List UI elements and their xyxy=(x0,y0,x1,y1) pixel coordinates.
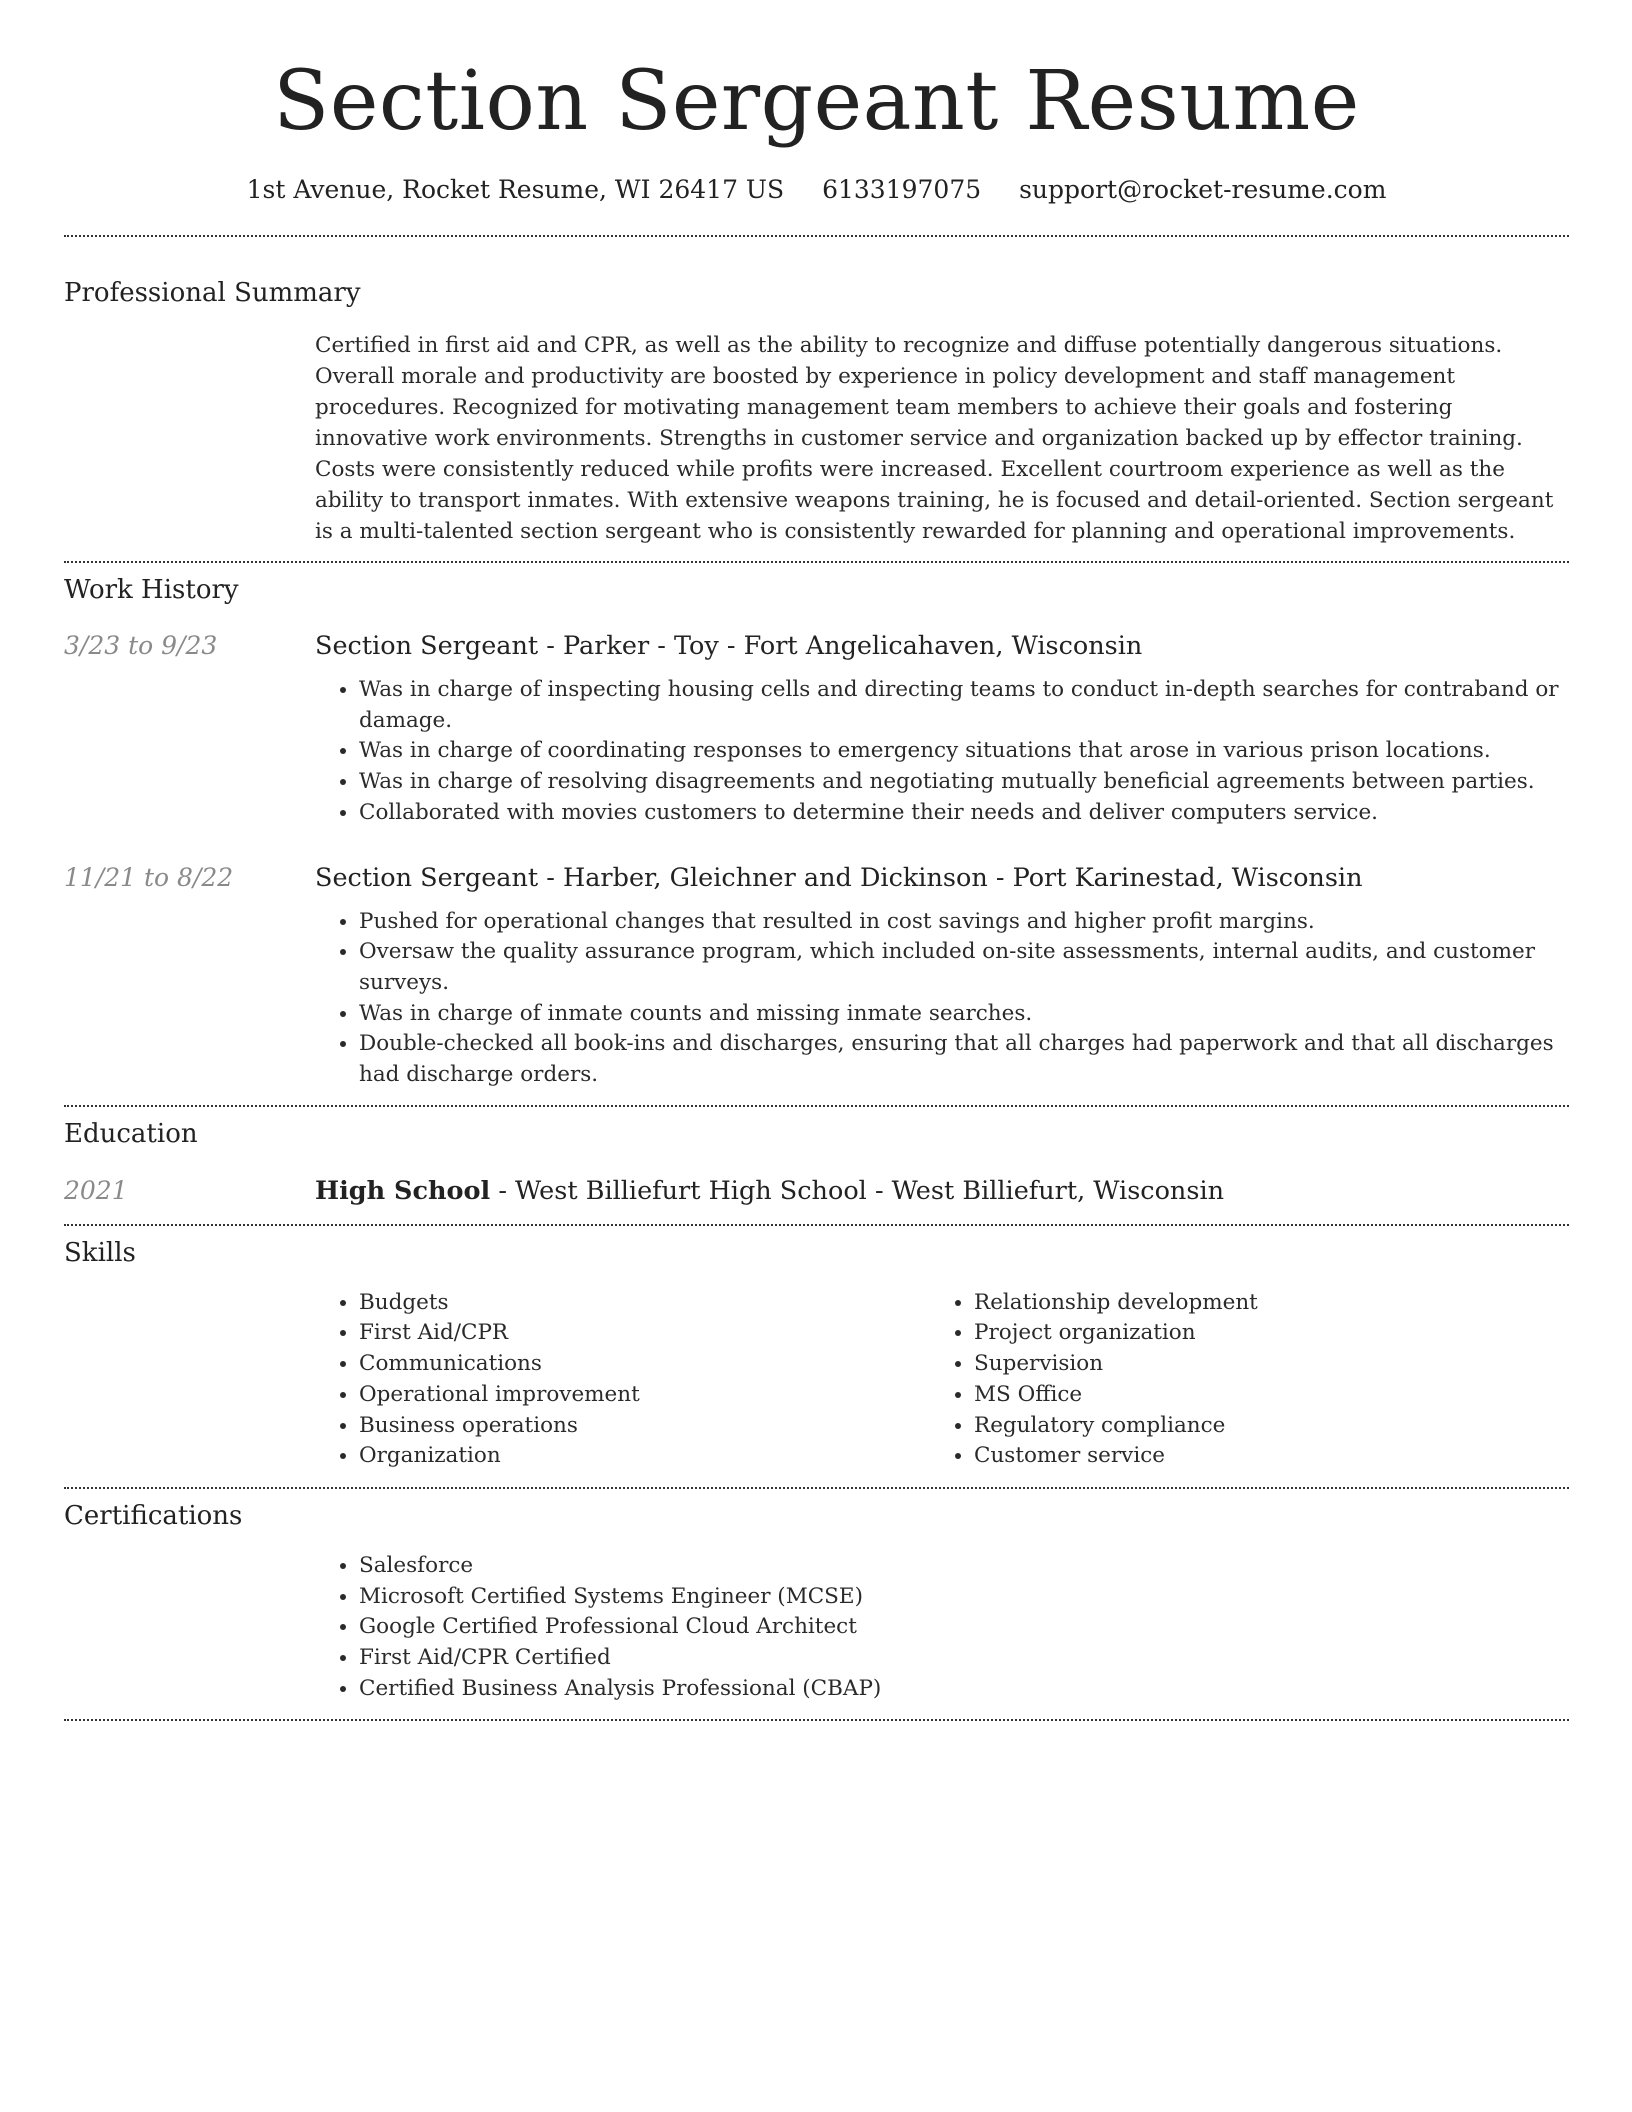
job-title: Section Sergeant - Harber, Gleichner and Dickinson - Port Karinestad, Wisconsin xyxy=(315,862,1363,893)
section-divider xyxy=(64,235,1569,237)
resume-title: Section Sergeant Resume xyxy=(273,54,1360,149)
skills-section xyxy=(64,1235,1569,1472)
job-title: Section Sergeant - Parker - Toy - Fort Angelicahaven, Wisconsin xyxy=(315,631,1143,661)
list-item: • Project organization xyxy=(974,1318,1545,1349)
job-entry xyxy=(64,860,1569,1091)
skills-list-right xyxy=(930,1288,1545,1472)
section-divider xyxy=(64,1105,1569,1107)
list-item: • Customer service xyxy=(974,1441,1545,1472)
list-item: • Collaborated with movies customers to determine their needs and deliver computers service. xyxy=(359,798,1569,829)
contact-email: support@rocket-resume.com xyxy=(1019,175,1387,204)
section-divider xyxy=(64,1224,1569,1226)
certifications-section xyxy=(64,1498,1569,1705)
list-item: • Communications xyxy=(359,1349,930,1380)
list-item: • MS Office xyxy=(974,1380,1545,1411)
contact-address: 1st Avenue, Rocket Resume, WI 26417 US xyxy=(246,175,785,204)
education-school: - West Billiefurt High School - West Billiefurt, Wisconsin xyxy=(490,1175,1225,1206)
section-divider xyxy=(64,1487,1569,1489)
list-item: • Pushed for operational changes that resulted in cost savings and higher profit margins. xyxy=(359,907,1569,938)
section-heading-work: Work History xyxy=(64,575,239,605)
section-heading-skills: Skills xyxy=(64,1237,136,1268)
list-item: • Google Certified Professional Cloud Architect xyxy=(359,1612,1569,1643)
job-bullets xyxy=(315,907,1569,1091)
list-item: • Was in charge of inmate counts and missing inmate searches. xyxy=(359,999,1569,1030)
list-item: • Microsoft Certified Systems Engineer (MCSE) xyxy=(359,1582,1569,1613)
resume-page xyxy=(64,0,1569,1721)
section-heading-summary: Professional Summary xyxy=(64,278,361,308)
list-item: • First Aid/CPR Certified xyxy=(359,1643,1569,1674)
job-dates: 3/23 to 9/23 xyxy=(64,631,218,660)
education-section xyxy=(64,1116,1569,1209)
list-item: • Was in charge of resolving disagreements and negotiating mutually beneficial agreements between parties. xyxy=(359,767,1569,798)
list-item: • Salesforce xyxy=(359,1551,1569,1582)
job-dates: 11/21 to 8/22 xyxy=(64,862,234,892)
list-item: • Relationship development xyxy=(974,1288,1545,1319)
section-divider xyxy=(64,1719,1569,1721)
section-divider xyxy=(64,561,1569,563)
education-degree: High School xyxy=(315,1175,491,1206)
summary-text: Certified in first aid and CPR, as well as the ability to recognize and diffuse potentially dangerous situations. Overall morale and productivity are boosted by experience in policy development and staff management procedures. Recognized for motivating management team members to achieve their goals and fostering innovative work environments. Strengths in customer service and organization backed up by effector training. Costs were consistently reduced while profits were increased. Excellent courtroom experience as well as the ability to transport inmates. With extensive weapons training, he is focused and detail-oriented. Section sergeant is a multi-talented section sergeant who is consistently rewarded for planning and operational improvements. xyxy=(315,333,1554,544)
list-item: • Organization xyxy=(359,1441,930,1472)
list-item: • Was in charge of inspecting housing cells and directing teams to conduct in-depth searches for contraband or damage. xyxy=(359,675,1569,736)
education-year: 2021 xyxy=(64,1175,128,1205)
list-item: • Certified Business Analysis Professional (CBAP) xyxy=(359,1674,1569,1705)
section-heading-education: Education xyxy=(64,1118,198,1149)
summary-section xyxy=(64,275,1569,547)
contact-line xyxy=(64,172,1569,208)
work-section xyxy=(64,572,1569,1091)
list-item: • Regulatory compliance xyxy=(974,1411,1545,1442)
list-item: • Double-checked all book-ins and discharges, ensuring that all charges had paperwork and that all discharges had discharge orders. xyxy=(359,1029,1569,1090)
contact-phone: 6133197075 xyxy=(822,175,982,204)
list-item: • Operational improvement xyxy=(359,1380,930,1411)
skills-list-left xyxy=(315,1288,930,1472)
education-entry xyxy=(315,1173,1569,1209)
list-item: • First Aid/CPR xyxy=(359,1318,930,1349)
job-entry xyxy=(64,628,1569,829)
job-bullets xyxy=(315,675,1569,829)
list-item: • Supervision xyxy=(974,1349,1545,1380)
list-item: • Oversaw the quality assurance program, which included on-site assessments, internal audits, and customer surveys. xyxy=(359,937,1569,998)
list-item: • Business operations xyxy=(359,1411,930,1442)
list-item: • Budgets xyxy=(359,1288,930,1319)
section-heading-certifications: Certifications xyxy=(64,1500,243,1531)
list-item: • Was in charge of coordinating responses to emergency situations that arose in various prison locations. xyxy=(359,736,1569,767)
certifications-list xyxy=(315,1551,1569,1705)
